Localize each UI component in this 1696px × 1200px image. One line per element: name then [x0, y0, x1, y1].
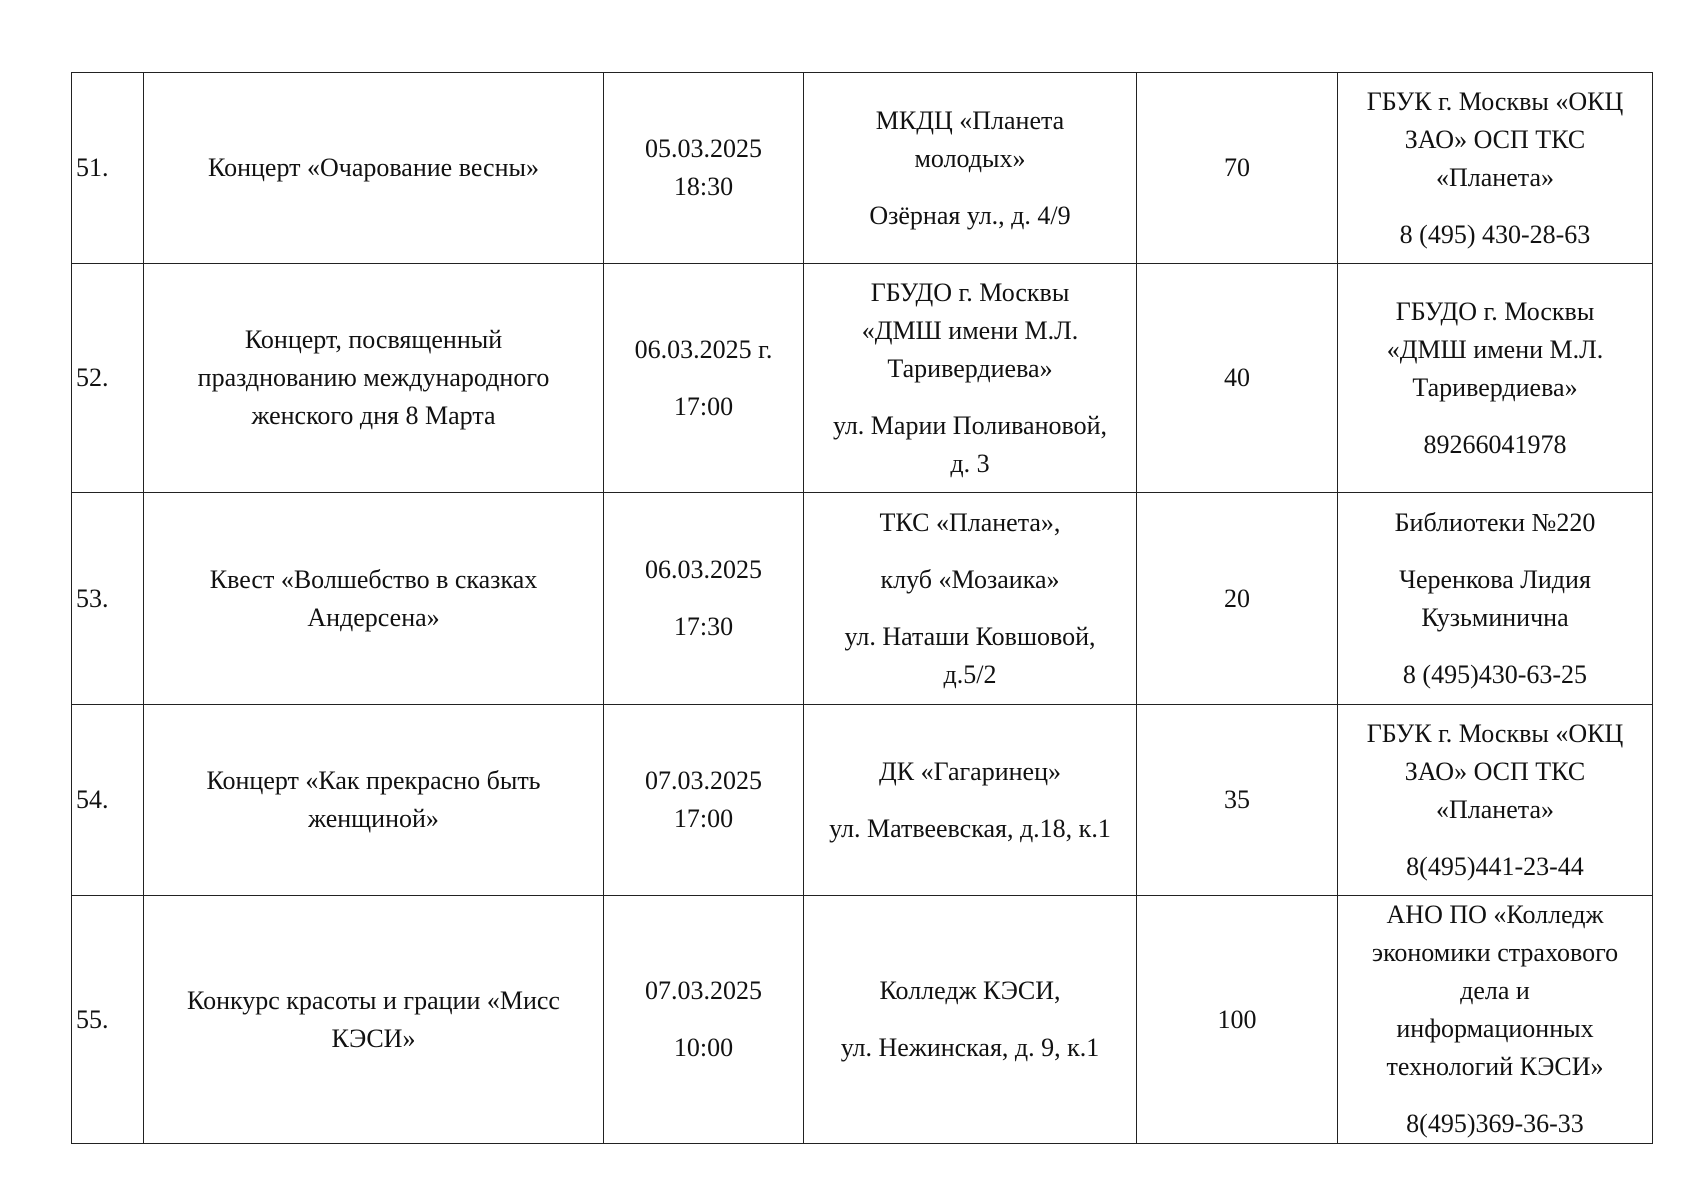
cell-text-line: ГБУДО г. Москвы: [870, 277, 1070, 307]
organizer-cell: [1338, 73, 1653, 264]
cell-paragraph: [812, 1029, 1128, 1067]
cell-paragraph: [1346, 293, 1644, 407]
cell-text-line: ул. Марии Поливановой,: [832, 410, 1108, 440]
cell-text-line: 8 (495)430-63-25: [1402, 659, 1588, 689]
cell-text-line: ул. Наташи Ковшовой,: [844, 621, 1096, 651]
cell-text-line: ЗАО» ОСП ТКС: [1404, 756, 1586, 786]
organizer-cell: [1338, 896, 1653, 1144]
table-row: [72, 493, 1653, 705]
cell-paragraph: [812, 197, 1128, 235]
cell-text-line: ул. Матвеевская, д.18, к.1: [829, 813, 1111, 843]
cell-text-line: Концерт «Как прекрасно быть: [206, 766, 541, 795]
cell-text-line: Концерт, посвященный: [244, 325, 503, 354]
cell-text-line: Концерт «Очарование весны»: [208, 153, 539, 182]
cell-paragraph: [1346, 83, 1644, 197]
table-row: [72, 705, 1653, 896]
cell-text-line: молодых»: [914, 143, 1026, 173]
place-cell: [804, 493, 1137, 705]
row-number: 55.: [72, 896, 144, 1144]
organizer-cell: [1338, 705, 1653, 896]
cell-paragraph: [612, 551, 795, 589]
cell-paragraph: [612, 972, 795, 1010]
cell-paragraph: [612, 762, 795, 838]
cell-text-line: 06.03.2025: [645, 555, 762, 584]
participants-count: 70: [1137, 73, 1338, 264]
datetime-cell: [604, 705, 804, 896]
participants-count: 35: [1137, 705, 1338, 896]
cell-text-line: женщиной»: [308, 804, 439, 833]
participants-count: 20: [1137, 493, 1338, 705]
cell-paragraph: [612, 130, 795, 206]
event-cell: [144, 493, 604, 705]
place-cell: [804, 896, 1137, 1144]
cell-text-line: 17:00: [673, 391, 734, 421]
cell-text-line: технологий КЭСИ»: [1386, 1052, 1604, 1081]
table-row: [72, 73, 1653, 264]
cell-text-line: 07.03.2025: [645, 976, 762, 1005]
cell-text-line: 17:30: [673, 612, 734, 641]
cell-text-line: Озёрная ул., д. 4/9: [869, 200, 1071, 230]
cell-text-line: дела и: [1460, 976, 1530, 1005]
cell-text-line: ул. Нежинская, д. 9, к.1: [840, 1033, 1100, 1062]
row-number: 52.: [72, 264, 144, 493]
cell-text-line: д. 3: [950, 448, 990, 478]
cell-paragraph: [1346, 504, 1644, 542]
cell-paragraph: [612, 388, 795, 426]
cell-paragraph: [1346, 848, 1644, 886]
cell-text-line: женского дня 8 Марта: [251, 401, 496, 430]
cell-text-line: «Планета»: [1436, 162, 1554, 192]
cell-text-line: МКДЦ «Планета: [875, 105, 1065, 135]
datetime-cell: [604, 264, 804, 493]
place-cell: [804, 705, 1137, 896]
cell-paragraph: [812, 504, 1128, 542]
cell-text-line: 17:00: [673, 804, 734, 833]
cell-text-line: ДК «Гагаринец»: [879, 756, 1061, 786]
events-table-body: [72, 73, 1653, 1144]
cell-text-line: Андерсена»: [307, 602, 440, 632]
cell-paragraph: [612, 331, 795, 369]
cell-text-line: 89266041978: [1423, 429, 1567, 459]
cell-paragraph: [812, 618, 1128, 694]
cell-text-line: АНО ПО «Колледж: [1386, 900, 1604, 929]
place-cell: [804, 264, 1137, 493]
cell-paragraph: [1346, 896, 1644, 1086]
cell-text-line: Таривердиева»: [887, 353, 1053, 383]
cell-text-line: экономики страхового: [1371, 938, 1619, 967]
cell-paragraph: [812, 972, 1128, 1010]
cell-paragraph: [812, 810, 1128, 848]
cell-text-line: клуб «Мозаика»: [880, 564, 1060, 594]
cell-text-line: Квест «Волшебство в сказках: [209, 564, 538, 594]
cell-text-line: Колледж КЭСИ,: [879, 976, 1061, 1005]
cell-text-line: «Планета»: [1436, 794, 1554, 824]
events-table: [71, 72, 1653, 1144]
cell-text-line: Библиотеки №220: [1394, 507, 1596, 537]
row-number: 51.: [72, 73, 144, 264]
cell-paragraph: [612, 1029, 795, 1067]
cell-text-line: ТКС «Планета»,: [879, 507, 1061, 537]
cell-text-line: 8 (495) 430-28-63: [1399, 219, 1591, 249]
event-cell: [144, 705, 604, 896]
cell-text-line: «ДМШ имени М.Л.: [861, 315, 1079, 345]
event-cell: [144, 896, 604, 1144]
participants-count: 40: [1137, 264, 1338, 493]
cell-paragraph: [812, 561, 1128, 599]
cell-text-line: Таривердиева»: [1412, 372, 1578, 402]
cell-paragraph: [1346, 561, 1644, 637]
table-row: [72, 264, 1653, 493]
row-number: 53.: [72, 493, 144, 705]
cell-paragraph: [812, 753, 1128, 791]
cell-text-line: ГБУК г. Москвы «ОКЦ: [1366, 86, 1624, 116]
cell-paragraph: [1346, 1105, 1644, 1143]
cell-text-line: ГБУДО г. Москвы: [1395, 296, 1595, 326]
cell-text-line: 8(495)369-36-33: [1406, 1109, 1584, 1138]
participants-count: 100: [1137, 896, 1338, 1144]
cell-text-line: «ДМШ имени М.Л.: [1386, 334, 1604, 364]
table-row: [72, 896, 1653, 1144]
cell-paragraph: [1346, 656, 1644, 694]
cell-text-line: 07.03.2025: [645, 766, 762, 795]
datetime-cell: [604, 896, 804, 1144]
cell-text-line: ЗАО» ОСП ТКС: [1404, 124, 1586, 154]
cell-paragraph: [1346, 216, 1644, 254]
organizer-cell: [1338, 264, 1653, 493]
cell-text-line: д.5/2: [943, 659, 997, 689]
cell-text-line: Кузьминична: [1421, 602, 1569, 632]
cell-text-line: 05.03.2025: [645, 134, 762, 163]
cell-paragraph: [812, 102, 1128, 178]
cell-text-line: 06.03.2025 г.: [634, 334, 773, 364]
cell-paragraph: [812, 407, 1128, 483]
cell-paragraph: [812, 274, 1128, 388]
event-cell: [144, 73, 604, 264]
cell-paragraph: [612, 608, 795, 646]
cell-text-line: 18:30: [673, 172, 734, 201]
cell-paragraph: [1346, 426, 1644, 464]
datetime-cell: [604, 73, 804, 264]
cell-text-line: празднованию международного: [197, 363, 550, 392]
organizer-cell: [1338, 493, 1653, 705]
cell-paragraph: [1346, 715, 1644, 829]
cell-text-line: Черенкова Лидия: [1399, 564, 1591, 594]
row-number: 54.: [72, 705, 144, 896]
cell-text-line: информационных: [1396, 1014, 1594, 1043]
cell-text-line: 8(495)441-23-44: [1406, 851, 1584, 881]
event-cell: [144, 264, 604, 493]
cell-text-line: Конкурс красоты и грации «Мисс: [187, 985, 560, 1015]
datetime-cell: [604, 493, 804, 705]
cell-text-line: КЭСИ»: [331, 1023, 416, 1053]
cell-text-line: 10:00: [673, 1033, 734, 1062]
cell-text-line: ГБУК г. Москвы «ОКЦ: [1366, 718, 1624, 748]
place-cell: [804, 73, 1137, 264]
